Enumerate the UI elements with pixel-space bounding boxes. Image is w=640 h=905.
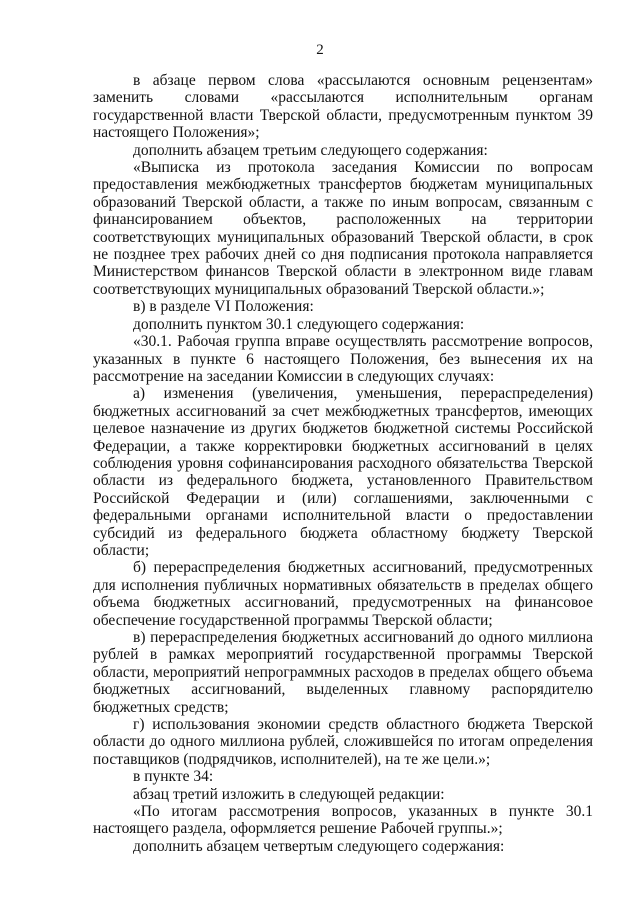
- page-number: 2: [316, 42, 324, 58]
- paragraph: в пункте 34:: [133, 768, 214, 786]
- paragraph: дополнить абзацем четвертым следующего содержания:: [133, 837, 505, 855]
- paragraph: в абзаце первом слова «рассылаются основным рецензентам» заменить словами «рассылаются исполнительным органам государственной власти Тверской области, предусмотренным пунктом 39 настоящего Положения»;: [93, 72, 593, 142]
- paragraph: «По итогам рассмотрения вопросов, указанных в пункте 30.1 настоящего раздела, оформляется решение Рабочей группы.»;: [93, 803, 593, 838]
- paragraph: дополнить абзацем третьим следующего содержания:: [133, 141, 488, 159]
- paragraph: «Выписка из протокола заседания Комиссии по вопросам предоставления межбюджетных трансфертов бюджетам муниципальных образований Тверской области, а также по иным вопросам, связанным с финансированием объектов, расположенных на территории соответствующих муниципальных образований Тверской области, в срок не позднее трех рабочих дней со дня подписания протокола направляется Министерством финансов Тверской области в электронном виде главам соответствующих муниципальных образований Тверской области.»;: [93, 159, 593, 298]
- document-body: [93, 72, 593, 855]
- paragraph: в) перераспределения бюджетных ассигнований до одного миллиона рублей в рамках мероприятий государственной программы Тверской области, мероприятий непрограммных расходов в пределах общего объема бюджетных ассигнований, выделенных главному распорядителю бюджетных средств;: [93, 629, 593, 716]
- paragraph: в) в разделе VI Положения:: [133, 298, 314, 316]
- paragraph: дополнить пунктом 30.1 следующего содержания:: [133, 315, 465, 333]
- paragraph: а) изменения (увеличения, уменьшения, перераспределения) бюджетных ассигнований за счет межбюджетных трансфертов, имеющих целевое назначение из других бюджетов бюджетной системы Российской Федерации, а также корректировки бюджетных ассигнований в целях соблюдения уровня софинансирования расходного обязательства Тверской области из федерального бюджета, установленного Правительством Российской Федерации и (или) соглашениями, заключенными с федеральными органами исполнительной власти о предоставлении субсидий из федерального бюджета областному бюджету Тверской области;: [93, 385, 593, 559]
- paragraph: г) использования экономии средств областного бюджета Тверской области до одного миллиона рублей, сложившейся по итогам определения поставщиков (подрядчиков, исполнителей), на те же цели.»;: [93, 716, 593, 768]
- paragraph: б) перераспределения бюджетных ассигнований, предусмотренных для исполнения публичных нормативных обязательств в пределах общего объема бюджетных ассигнований, предусмотренных на финансовое обеспечение государственной программы Тверской области;: [93, 559, 593, 629]
- paragraph: абзац третий изложить в следующей редакции:: [133, 785, 445, 803]
- paragraph: «30.1. Рабочая группа вправе осуществлять рассмотрение вопросов, указанных в пункте 6 настоящего Положения, без вынесения их на рассмотрение на заседании Комиссии в следующих случаях:: [93, 333, 593, 385]
